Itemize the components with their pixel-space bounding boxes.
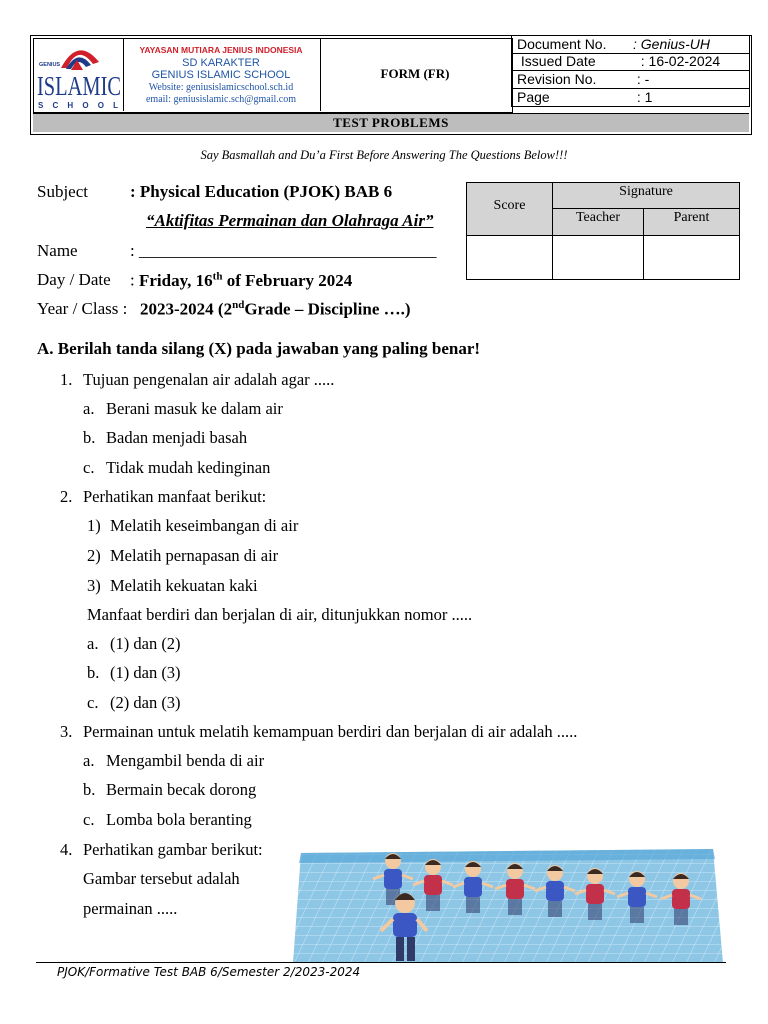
school-website: Website: geniusislamicschool.sch.id bbox=[148, 81, 294, 93]
doc-value: : 16-02-2024 bbox=[633, 53, 721, 69]
logo-main-text: ISLAMIC bbox=[37, 71, 121, 101]
option-text[interactable]: Mengambil benda di air bbox=[106, 751, 265, 770]
signature-header: Signature bbox=[619, 184, 673, 199]
subject-value: : Physical Education (PJOK) BAB 6 bbox=[130, 182, 393, 201]
logo-top-text: GENIUS bbox=[39, 62, 61, 68]
name-field[interactable]: : ___________________________________ bbox=[130, 241, 437, 260]
question-text: Perhatikan manfaat berikut: bbox=[83, 487, 267, 506]
doc-row bbox=[511, 53, 750, 71]
class-text-end: Grade – Discipline ….) bbox=[244, 299, 411, 319]
question-text: Perhatikan gambar berikut: bbox=[83, 840, 263, 859]
school-logo bbox=[33, 38, 123, 111]
class-text: 2023-2024 (2 bbox=[140, 299, 233, 319]
option-label: a. bbox=[83, 399, 95, 418]
school-email: email: geniusislamic.sch@gmail.com bbox=[145, 94, 296, 105]
school-name: GENIUS ISLAMIC SCHOOL bbox=[151, 69, 291, 81]
option-text[interactable]: Lomba bola beranting bbox=[106, 810, 252, 829]
doc-value: : Genius-UH bbox=[633, 36, 711, 52]
subject-text: Physical Education (PJOK) BAB 6 bbox=[139, 182, 393, 201]
subject-label: Subject bbox=[37, 182, 88, 201]
name-label: Name bbox=[37, 241, 78, 260]
option-text[interactable]: Berani masuk ke dalam air bbox=[106, 399, 283, 418]
section-bar: TEST PROBLEMS bbox=[33, 113, 749, 132]
question-text-line2: Gambar tersebut adalah bbox=[83, 869, 240, 888]
pool-game-illustration bbox=[293, 845, 723, 963]
option-text[interactable]: (1) dan (3) bbox=[110, 663, 181, 682]
date-text: Friday, 16 bbox=[138, 270, 213, 290]
doc-key: Page bbox=[517, 89, 550, 105]
teacher-header: Teacher bbox=[575, 210, 621, 225]
date-text-end: of February 2024 bbox=[222, 270, 353, 290]
parent-header: Parent bbox=[673, 210, 710, 225]
question-text: Tujuan pengenalan air adalah agar ..... bbox=[83, 370, 335, 389]
question-text-line3: permainan ..... bbox=[83, 899, 178, 918]
school-identity bbox=[126, 44, 316, 107]
doc-row bbox=[511, 35, 750, 54]
question-text: Permainan untuk melatih kemampuan berdiri dan berjalan di air adalah ..... bbox=[83, 722, 578, 741]
class-sup: nd bbox=[232, 299, 245, 311]
subject-topic: “Aktifitas Permainan dan Olahraga Air” bbox=[146, 211, 434, 230]
option-text[interactable]: Tidak mudah kedinginan bbox=[106, 458, 271, 477]
question-number: 1. bbox=[60, 370, 73, 389]
option-label: a. bbox=[83, 751, 95, 770]
class-label: Year / Class : bbox=[37, 299, 128, 318]
section-a-title: A. Berilah tanda silang (X) pada jawaban yang paling benar! bbox=[37, 339, 481, 358]
doc-key: Revision No. bbox=[517, 71, 597, 87]
option-text[interactable]: Badan menjadi basah bbox=[106, 428, 248, 447]
option-label: c. bbox=[83, 810, 95, 829]
parent-signature-cell[interactable] bbox=[644, 236, 739, 279]
logo-bottom-text: S C H O O L bbox=[38, 101, 118, 110]
basmallah-note: Say Basmallah and Du’a First Before Answering The Questions Below!!! bbox=[200, 148, 568, 162]
doc-value: : - bbox=[633, 71, 650, 87]
date-label: Day / Date bbox=[37, 270, 111, 289]
footer-text: PJOK/Formative Test BAB 6/Semester 2/2023-2024 bbox=[57, 965, 361, 979]
item-text: Melatih kekuatan kaki bbox=[110, 576, 258, 595]
logo-cell bbox=[33, 38, 124, 111]
teacher-signature-cell[interactable] bbox=[553, 236, 643, 279]
option-label: c. bbox=[83, 458, 95, 477]
option-text[interactable]: (2) dan (3) bbox=[110, 693, 181, 712]
option-label: b. bbox=[83, 780, 96, 799]
item-text: Melatih keseimbangan di air bbox=[110, 516, 299, 535]
doc-value: : 1 bbox=[633, 89, 653, 105]
option-text[interactable]: (1) dan (2) bbox=[110, 634, 181, 653]
date-value: : Friday, 16th of February 2024 bbox=[130, 270, 353, 290]
question-number: 3. bbox=[60, 722, 73, 741]
question-number: 2. bbox=[60, 487, 73, 506]
doc-key: Issued Date bbox=[517, 53, 596, 69]
option-label: c. bbox=[87, 693, 99, 712]
question-stem: Manfaat berdiri dan berjalan di air, ditunjukkan nomor ..... bbox=[87, 605, 473, 624]
item-label: 1) bbox=[87, 516, 101, 535]
item-label: 2) bbox=[87, 546, 101, 565]
doc-row bbox=[511, 71, 750, 89]
doc-key: Document No. bbox=[517, 36, 607, 52]
school-type: SD KARAKTER bbox=[182, 56, 260, 69]
footer-divider bbox=[36, 962, 726, 963]
score-signature-table bbox=[466, 182, 740, 280]
item-label: 3) bbox=[87, 576, 101, 595]
item-text: Melatih pernapasan di air bbox=[110, 546, 279, 565]
document-info-table bbox=[511, 35, 750, 111]
option-label: b. bbox=[83, 428, 96, 447]
score-cell[interactable] bbox=[467, 236, 552, 279]
question-number: 4. bbox=[60, 840, 73, 859]
score-header: Score bbox=[493, 198, 526, 213]
form-title: FORM (FR) bbox=[380, 66, 450, 81]
option-text[interactable]: Bermain becak dorong bbox=[106, 780, 257, 799]
doc-row bbox=[511, 89, 750, 107]
foundation-name: YAYASAN MUTIARA JENIUS INDONESIA bbox=[139, 45, 303, 55]
option-label: b. bbox=[87, 663, 100, 682]
class-value bbox=[140, 299, 411, 320]
option-label: a. bbox=[87, 634, 99, 653]
date-sup: th bbox=[212, 270, 223, 282]
